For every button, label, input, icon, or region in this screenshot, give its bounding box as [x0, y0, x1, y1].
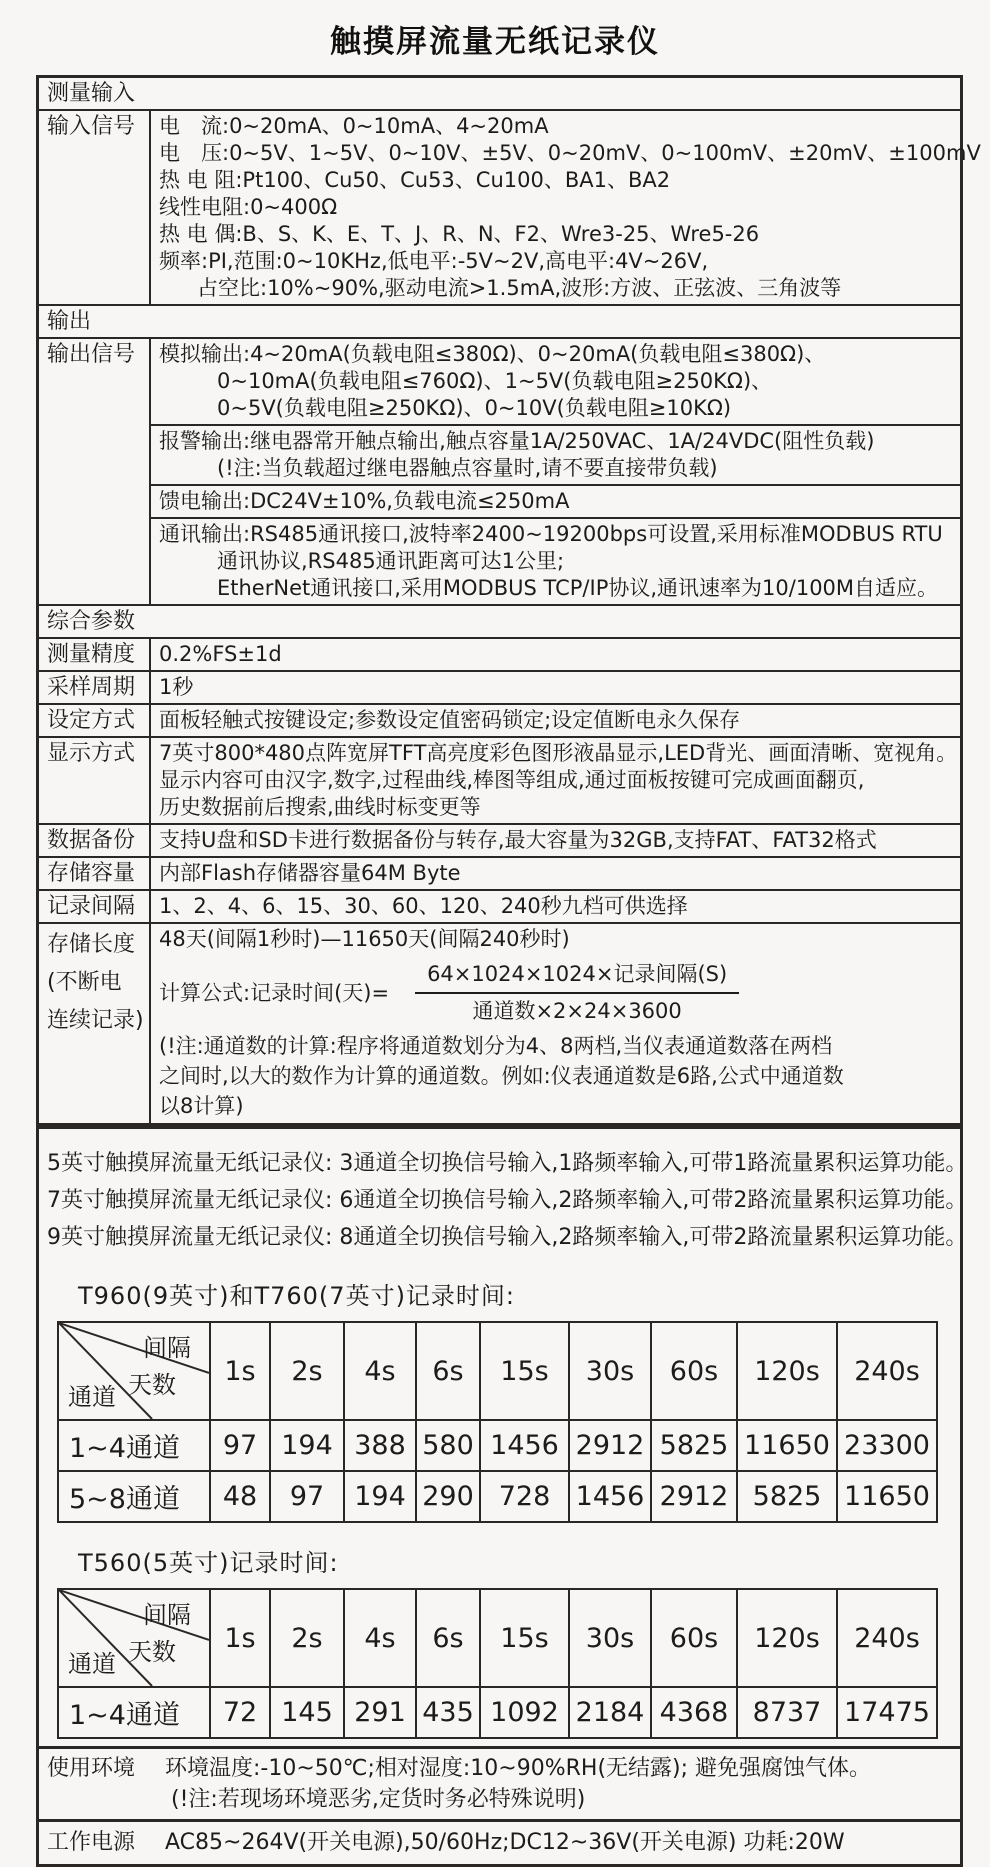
row-environment — [39, 1746, 960, 1819]
spec-line: (!注:若现场环境恶劣,定货时务必特殊说明) — [171, 1787, 586, 1812]
formula-note-line: 之间时,以大的数作为计算的通道数。例如:仪表通道数是6路,公式中通道数 — [159, 1064, 844, 1088]
record-days-cell: 97 — [210, 1420, 270, 1471]
spec-line: 内部Flash存储器容量64M Byte — [159, 861, 461, 885]
record-days-cell: 1092 — [480, 1687, 569, 1738]
formula-numerator: 64×1024×1024×记录间隔(S) — [415, 961, 739, 994]
row-capacity — [39, 856, 960, 889]
spec-line: 0.2%FS±1d — [159, 642, 282, 666]
row-label: 设定方式 — [39, 705, 151, 736]
interval-column-header: 60s — [651, 1589, 737, 1687]
row-value: AC85~264V(开关电源),50/60Hz;DC12~36V(开关电源) 功耗:20W — [165, 1830, 845, 1855]
section-header-general: 综合参数 — [39, 604, 960, 637]
page-title: 触摸屏流量无纸记录仪 — [330, 24, 660, 60]
row-accuracy — [39, 637, 960, 670]
record-days-cell: 291 — [344, 1687, 416, 1738]
model-description: 7英寸触摸屏流量无纸记录仪: 6通道全切换信号输入,2路频率输入,可带2路流量累积运算功能。 — [47, 1188, 968, 1213]
section-header-output: 输出 — [39, 304, 960, 337]
spec-line: 热 电 偶:B、S、K、E、T、J、R、N、F2、Wre3-25、Wre5-26 — [159, 222, 760, 246]
interval-column-header: 120s — [737, 1589, 837, 1687]
label-line: 连续记录) — [47, 1008, 144, 1033]
interval-column-header: 2s — [270, 1589, 344, 1687]
interval-column-header: 4s — [344, 1322, 416, 1420]
models-and-record-times-block — [36, 1126, 968, 1867]
comm-output-subrow — [151, 517, 960, 604]
record-days-cell: 48 — [210, 1471, 270, 1522]
record-table-heading-t560: T560(5英寸)记录时间: — [78, 1549, 339, 1577]
model-description: 9英寸触摸屏流量无纸记录仪: 8通道全切换信号输入,2路频率输入,可带2路流量累积运算功能。 — [47, 1225, 968, 1250]
spec-line: 1、2、4、6、15、30、60、120、240秒九档可供选择 — [159, 894, 688, 918]
record-days-cell: 4368 — [651, 1687, 737, 1738]
row-label: 输出信号 — [39, 339, 151, 604]
spec-line: 历史数据前后搜索,曲线时标变更等 — [159, 795, 481, 819]
spec-line: 电 压:0~5V、1~5V、0~10V、±5V、0~20mV、0~100mV、±20mV、±100mV — [159, 141, 981, 165]
row-label: 使用环境 — [47, 1756, 136, 1781]
record-days-cell: 17475 — [837, 1687, 937, 1738]
corner-label-channel: 通道 — [68, 1383, 116, 1411]
interval-column-header: 1s — [210, 1589, 270, 1687]
record-days-cell: 728 — [480, 1471, 569, 1522]
spec-line: EtherNet通讯接口,采用MODBUS TCP/IP协议,通讯速率为10/100M自适应。 — [217, 576, 939, 600]
record-days-row — [58, 1687, 937, 1738]
corner-label-days: 天数 — [128, 1638, 176, 1667]
record-days-row — [58, 1420, 937, 1471]
display-content — [151, 738, 965, 823]
row-output-signal — [39, 337, 960, 604]
record-days-cell: 2184 — [569, 1687, 651, 1738]
record-days-row — [58, 1471, 937, 1522]
row-backup — [39, 823, 960, 856]
interval-column-header: 30s — [569, 1589, 651, 1687]
corner-label-channel: 通道 — [68, 1650, 116, 1678]
spec-line: 线性电阻:0~400Ω — [159, 195, 338, 219]
interval-column-header: 4s — [344, 1589, 416, 1687]
record-days-cell: 1456 — [480, 1420, 569, 1471]
record-days-cell: 290 — [416, 1471, 480, 1522]
interval-column-header: 1s — [210, 1322, 270, 1420]
alarm-output-subrow — [151, 424, 960, 484]
record-days-cell: 194 — [270, 1420, 344, 1471]
interval-column-header: 30s — [569, 1322, 651, 1420]
spec-line: 通讯输出:RS485通讯接口,波特率2400~19200bps可设置,采用标准MODBUS RTU — [159, 522, 943, 546]
record-time-formula — [159, 961, 952, 1025]
record-days-cell: 5825 — [651, 1420, 737, 1471]
row-label: 数据备份 — [39, 825, 151, 856]
spec-line: 占空比:10%~90%,驱动电流>1.5mA,波形:方波、正弦波、三角波等 — [197, 276, 842, 300]
spec-line: 模拟输出:4~20mA(负载电阻≤380Ω)、0~20mA(负载电阻≤380Ω)、 — [159, 342, 826, 366]
record-days-cell: 435 — [416, 1687, 480, 1738]
record-time-table-t560 — [57, 1588, 938, 1739]
spec-line: 环境温度:-10~50℃;相对湿度:10~90%RH(无结露); 避免强腐蚀气体。 — [165, 1756, 872, 1781]
label-line: 存储长度 — [47, 932, 136, 957]
feed-output-subrow — [151, 484, 960, 517]
spec-line: 频率:PI,范围:0~10KHz,低电平:-5V~2V,高电平:4V~26V, — [159, 249, 709, 273]
row-label — [39, 924, 151, 1123]
record-days-cell: 145 — [270, 1687, 344, 1738]
spec-table — [36, 75, 981, 1126]
row-label: 存储容量 — [39, 858, 151, 889]
spec-line: 报警输出:继电器常开触点输出,触点容量1A/250VAC、1A/24VDC(阻性负载) — [159, 429, 875, 453]
record-days-cell: 97 — [270, 1471, 344, 1522]
row-sampling — [39, 670, 960, 703]
analog-output-subrow — [151, 339, 960, 424]
record-days-cell: 11650 — [837, 1471, 937, 1522]
record-time-table-t960-t760 — [57, 1321, 938, 1523]
channel-row-label: 1~4通道 — [58, 1420, 210, 1471]
row-label: 记录间隔 — [39, 891, 151, 922]
spec-line: 支持U盘和SD卡进行数据备份与转存,最大容量为32GB,支持FAT、FAT32格式 — [159, 828, 877, 852]
spec-line: 48天(间隔1秒时)—11650天(间隔240秒时) — [159, 927, 570, 951]
row-power — [39, 1819, 960, 1864]
row-storage-length — [39, 922, 960, 1123]
spec-line: 7英寸800*480点阵宽屏TFT高亮度彩色图形液晶显示,LED背光、画面清晰、宽视角。 — [159, 741, 958, 765]
output-signal-content — [151, 339, 960, 604]
table-corner-cell — [58, 1322, 210, 1420]
row-value — [151, 672, 960, 703]
interval-column-header: 15s — [480, 1322, 569, 1420]
corner-label-interval: 间隔 — [143, 1334, 191, 1362]
formula-prefix: 计算公式:记录时间(天)= — [159, 980, 390, 1005]
spec-line: 电 流:0~20mA、0~10mA、4~20mA — [159, 114, 549, 138]
record-days-cell: 11650 — [737, 1420, 837, 1471]
interval-column-header: 2s — [270, 1322, 344, 1420]
channel-row-label: 1~4通道 — [58, 1687, 210, 1738]
record-days-cell: 194 — [344, 1471, 416, 1522]
record-days-cell: 72 — [210, 1687, 270, 1738]
spec-line: 面板轻触式按键设定;参数设定值密码锁定;设定值断电永久保存 — [159, 708, 741, 732]
interval-column-header: 6s — [416, 1589, 480, 1687]
row-setting — [39, 703, 960, 736]
label-line: (不断电 — [47, 970, 122, 995]
corner-label-interval: 间隔 — [143, 1601, 191, 1629]
row-value — [151, 858, 960, 889]
row-value — [151, 639, 960, 670]
row-label: 工作电源 — [47, 1830, 136, 1855]
spec-line: 热 电 阻:Pt100、Cu50、Cu53、Cu100、BA1、BA2 — [159, 168, 671, 192]
row-value — [151, 825, 960, 856]
interval-column-header: 240s — [837, 1589, 937, 1687]
spec-line: 0~10mA(负载电阻≤760Ω)、1~5V(负载电阻≥250KΩ)、 — [217, 369, 773, 393]
input-signal-content — [151, 111, 989, 304]
spec-line: 0~5V(负载电阻≥250KΩ)、0~10V(负载电阻≥10KΩ) — [217, 396, 732, 420]
record-table-heading-t960-t760: T960(9英寸)和T760(7英寸)记录时间: — [78, 1282, 516, 1310]
section-header-measure-input: 测量输入 — [47, 81, 136, 106]
spec-line: 通讯协议,RS485通讯距离可达1公里; — [217, 549, 565, 573]
channel-row-label: 5~8通道 — [58, 1471, 210, 1522]
formula-note-line: 以8计算) — [159, 1094, 244, 1118]
row-label: 采样周期 — [39, 672, 151, 703]
record-days-cell: 2912 — [569, 1420, 651, 1471]
formula-note-line: (!注:通道数的计算:程序将通道数划分为4、8两档,当仪表通道数落在两档 — [159, 1034, 833, 1058]
interval-column-header: 240s — [837, 1322, 937, 1420]
row-interval — [39, 889, 960, 922]
row-label: 显示方式 — [39, 738, 151, 823]
model-description: 5英寸触摸屏流量无纸记录仪: 3通道全切换信号输入,1路频率输入,可带1路流量累积运算功能。 — [47, 1151, 968, 1176]
interval-column-header: 60s — [651, 1322, 737, 1420]
row-display — [39, 736, 960, 823]
spec-line: 馈电输出:DC24V±10%,负载电流≤250mA — [159, 489, 570, 513]
storage-length-content — [151, 924, 960, 1123]
environment-content — [165, 1753, 952, 1815]
record-days-cell: 5825 — [737, 1471, 837, 1522]
table-corner-cell — [58, 1589, 210, 1687]
row-value — [151, 705, 960, 736]
record-days-cell: 1456 — [569, 1471, 651, 1522]
interval-column-header: 120s — [737, 1322, 837, 1420]
spec-line: 1秒 — [159, 675, 194, 699]
row-label: 输入信号 — [39, 111, 151, 304]
interval-column-header: 15s — [480, 1589, 569, 1687]
interval-column-header: 6s — [416, 1322, 480, 1420]
record-days-cell: 580 — [416, 1420, 480, 1471]
record-days-cell: 388 — [344, 1420, 416, 1471]
record-days-cell: 23300 — [837, 1420, 937, 1471]
corner-label-days: 天数 — [128, 1371, 176, 1400]
record-days-cell: 2912 — [651, 1471, 737, 1522]
row-label: 测量精度 — [39, 639, 151, 670]
row-value — [151, 891, 960, 922]
record-days-cell: 8737 — [737, 1687, 837, 1738]
row-input-signal — [39, 109, 981, 304]
spec-line: (!注:当负载超过继电器触点容量时,请不要直接带负载) — [217, 456, 718, 480]
spec-line: 显示内容可由汉字,数字,过程曲线,棒图等组成,通过面板按键可完成画面翻页, — [159, 768, 865, 792]
model-description-list — [39, 1129, 968, 1256]
formula-denominator: 通道数×2×24×3600 — [472, 999, 682, 1023]
formula-fraction — [415, 961, 739, 1025]
